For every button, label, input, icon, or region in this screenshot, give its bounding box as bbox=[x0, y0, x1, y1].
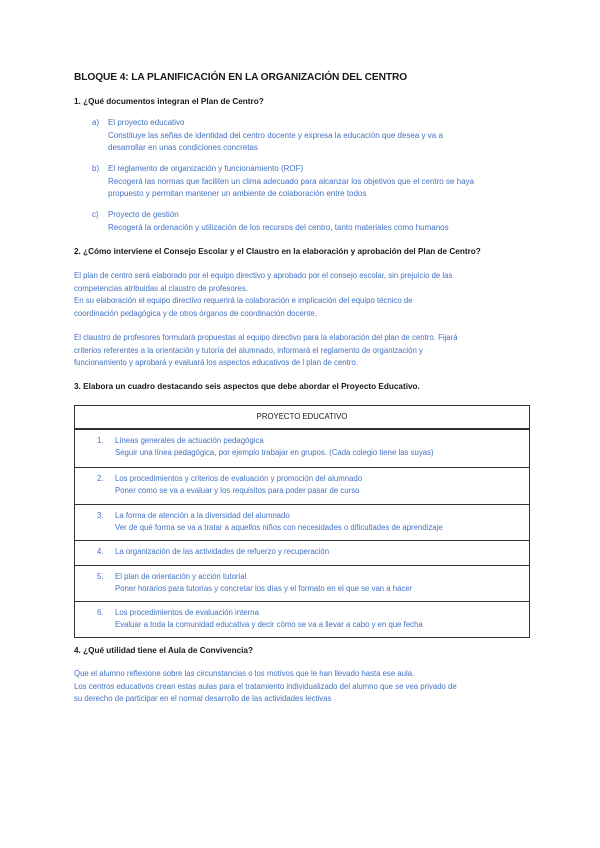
row-heading: Los procedimientos de evaluación interna bbox=[115, 608, 259, 617]
option-line: propuesto y permitan mantener un ambiente de colaboración entre todos bbox=[108, 189, 367, 198]
table-row bbox=[75, 467, 529, 504]
question-2: 2. ¿Cómo interviene el Consejo Escolar y el Claustro en la elaboración y aprobación del Plan de Centro? bbox=[74, 247, 481, 256]
option-c bbox=[92, 209, 512, 234]
option-letter: a) bbox=[92, 118, 100, 127]
answer-line: En su elaboración el equipo directivo requerirá la colaboración e implicación del equipo técnico de bbox=[74, 296, 413, 305]
answer-2-paragraph-1 bbox=[74, 270, 534, 320]
row-description: Evaluar a toda la comunidad educativa y decir cómo se va a llevar a cabo y en que fecha bbox=[115, 620, 423, 629]
question-1: 1. ¿Qué documentos integran el Plan de Centro? bbox=[74, 97, 264, 106]
option-letter: c) bbox=[92, 210, 99, 219]
option-a bbox=[92, 117, 512, 155]
row-heading: La organización de las actividades de refuerzo y recuperación bbox=[115, 547, 330, 556]
option-line: Constituye las señas de identidad del centro docente y expresa la educación que desea y va a bbox=[108, 130, 443, 140]
row-heading: El plan de orientación y acción tutorial bbox=[115, 572, 247, 581]
table-header: PROYECTO EDUCATIVO bbox=[75, 406, 529, 429]
row-description: Seguir una línea pedagógica, por ejemplo trabajar en grupos. (Cada colegio tiene las suyas) bbox=[115, 448, 434, 457]
answer-line: Los centros educativos crean estas aulas para el tratamiento individualizado del alumno que se vea privado de bbox=[74, 681, 457, 691]
answer-line: El plan de centro será elaborado por el equipo directivo y aprobado por el consejo escolar, sin prejuicio de las bbox=[74, 271, 453, 280]
answer-4 bbox=[74, 668, 534, 706]
table-row bbox=[75, 540, 529, 565]
question-4: 4. ¿Qué utilidad tiene el Aula de Convivencia? bbox=[74, 646, 253, 655]
answer-line: Que el alumno reflexione sobre las circunstancias o los motivos que le han llevado hasta ese aula. bbox=[74, 669, 415, 678]
row-number: 3. bbox=[97, 511, 104, 520]
table-row bbox=[75, 504, 529, 540]
option-line: Recogerá la ordenación y utilización de los recursos del centro, tanto materiales como humanos bbox=[108, 222, 449, 232]
table-row bbox=[75, 429, 529, 467]
proyecto-educativo-table bbox=[74, 405, 530, 638]
question-3: 3. Elabora un cuadro destacando seis aspectos que debe abordar el Proyecto Educativo. bbox=[74, 382, 420, 391]
option-b bbox=[92, 163, 512, 201]
option-line: desarrollar en unas condiciones concretas bbox=[108, 143, 258, 152]
row-heading: La forma de atención a la diversidad del alumnado bbox=[115, 511, 290, 520]
row-heading: Los procedimientos y criterios de evaluación y promoción del alumnado bbox=[115, 474, 363, 483]
table-row bbox=[75, 565, 529, 601]
row-number: 2. bbox=[97, 474, 104, 483]
answer-line: su derecho de participar en el normal desarrollo de las actividades lectivas bbox=[74, 694, 332, 703]
row-description: Poner horarios para tutorías y concretar los días y el formato en el que se van a hacer bbox=[115, 584, 413, 593]
option-letter: b) bbox=[92, 164, 100, 173]
row-heading: Líneas generales de actuación pedagógica bbox=[115, 436, 264, 445]
row-description: Poner como se va a evaluar y los requisitos para poder pasar de curso bbox=[115, 486, 360, 495]
row-number: 1. bbox=[97, 436, 104, 445]
row-number: 6. bbox=[97, 608, 104, 617]
option-heading: Proyecto de gestión bbox=[108, 210, 179, 219]
answer-line: funcionamiento y aprobará y evaluará los aspectos educativos de l plan de centro. bbox=[74, 358, 358, 367]
answer-line: competencias atribuidas al claustro de profesores. bbox=[74, 283, 248, 293]
page-title: BLOQUE 4: LA PLANIFICACIÓN EN LA ORGANIZACIÓN DEL CENTRO bbox=[74, 72, 408, 83]
answer-line: criterios referentes a la orientación y tutoría del alumnado, informará el reglamento de organización y bbox=[74, 345, 423, 355]
row-number: 5. bbox=[97, 572, 104, 581]
option-heading: El reglamento de organización y funcionamiento (ROF) bbox=[108, 164, 304, 173]
option-heading: El proyecto educativo bbox=[108, 118, 185, 127]
row-number: 4. bbox=[97, 547, 104, 556]
answer-line: coordinación pedagógica y de otros órganos de coordinación docente. bbox=[74, 308, 317, 318]
option-line: Recogerá las normas que faciliten un clima adecuado para alcanzar los objetivos que el centro se haya bbox=[108, 176, 474, 186]
answer-line: El claustro de profesores formulará propuestas al equipo directivo para la elaboración del plan de centro. Fijará bbox=[74, 333, 458, 342]
table-row bbox=[75, 601, 529, 637]
row-description: Ver de qué forma se va a tratar a aquellos niños con necesidades o dificultades de aprendizaje bbox=[115, 523, 443, 532]
answer-2-paragraph-2 bbox=[74, 332, 534, 370]
